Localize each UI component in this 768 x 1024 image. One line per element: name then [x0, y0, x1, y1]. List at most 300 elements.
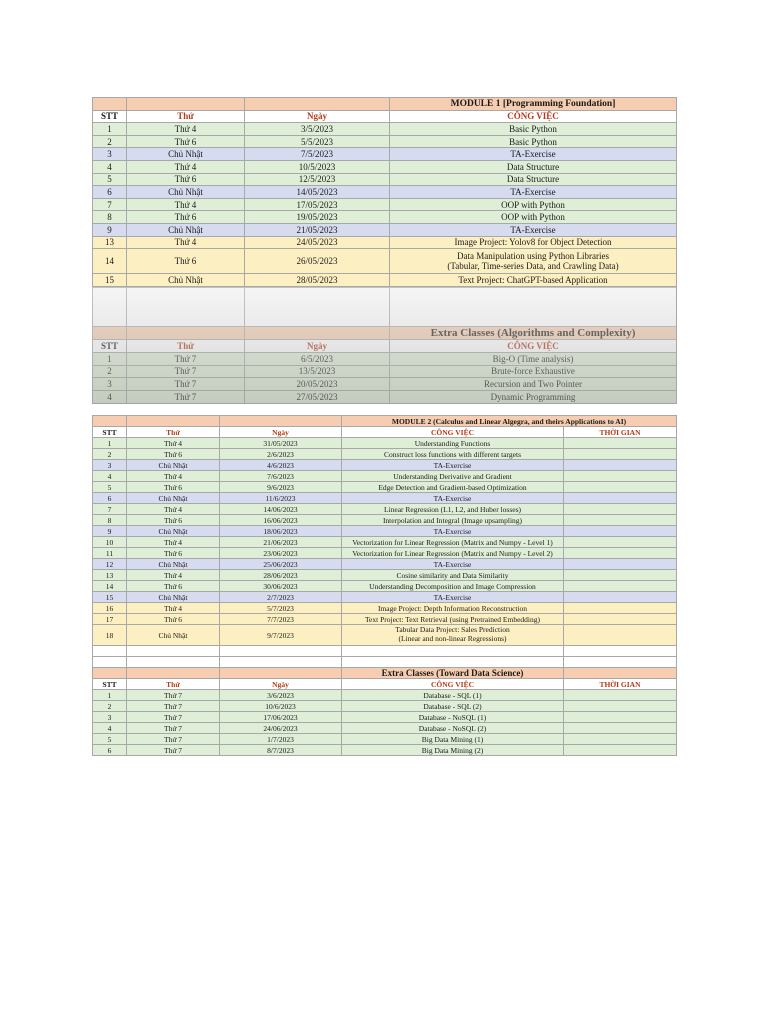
- col-header-stt: STT: [93, 110, 127, 123]
- col-header-stt: STT: [93, 427, 127, 438]
- time-cell: [564, 690, 677, 701]
- col-header-task: CÔNG VIỆC: [390, 340, 677, 353]
- date-cell: 4/6/2023: [220, 460, 342, 471]
- task-text: Data Manipulation using Python Libraries: [457, 250, 609, 261]
- day-cell: Thứ 4: [127, 537, 220, 548]
- task-cell: [342, 449, 564, 460]
- date-cell: 5/5/2023: [245, 135, 390, 148]
- stt-cell: 5: [93, 734, 127, 745]
- task-text: TA-Exercise: [510, 149, 556, 160]
- time-cell: [564, 460, 677, 471]
- task-text: Understanding Functions: [414, 438, 491, 448]
- day-cell: Thứ 7: [127, 352, 245, 365]
- time-cell: [564, 712, 677, 723]
- date-cell: 2/6/2023: [220, 449, 342, 460]
- stt-cell: 3: [93, 712, 127, 723]
- day-cell: Thứ 4: [127, 236, 245, 249]
- time-cell: [564, 559, 677, 570]
- task-text: Text Project: Text Retrieval (using Pretrained Embedding): [364, 614, 541, 624]
- time-cell: [564, 482, 677, 493]
- table-row: [93, 460, 677, 471]
- date-cell: 10/5/2023: [245, 160, 390, 173]
- stt-cell: 15: [93, 274, 127, 287]
- day-cell: Chủ Nhật: [127, 274, 245, 287]
- date-cell: 10/6/2023: [220, 701, 342, 712]
- stt-cell: 3: [93, 378, 127, 391]
- extra1-schedule: [92, 287, 676, 404]
- task-text: Dynamic Programming: [490, 392, 576, 403]
- time-cell: [564, 745, 677, 756]
- date-cell: 5/7/2023: [220, 603, 342, 614]
- extra2-title-row: [93, 668, 677, 679]
- day-cell: Thứ 6: [127, 548, 220, 559]
- task-text: Understanding Decomposition and Image Compression: [369, 581, 536, 591]
- stt-cell: 4: [93, 471, 127, 482]
- task-cell: [390, 186, 677, 199]
- table-row: [93, 249, 677, 274]
- col-header-date: Ngày: [245, 340, 390, 353]
- stt-cell: 16: [93, 603, 127, 614]
- col-header-stt: STT: [93, 340, 127, 353]
- task-text: Big-O (Time analysis): [492, 353, 574, 364]
- day-cell: Thứ 4: [127, 471, 220, 482]
- date-cell: 13/5/2023: [245, 365, 390, 378]
- task-cell: [342, 504, 564, 515]
- time-cell: [564, 504, 677, 515]
- date-cell: 17/06/2023: [220, 712, 342, 723]
- task-cell: [342, 745, 564, 756]
- table-row: [93, 603, 677, 614]
- date-cell: 28/06/2023: [220, 570, 342, 581]
- date-cell: 7/5/2023: [245, 148, 390, 161]
- task-cell: [342, 570, 564, 581]
- date-cell: 19/05/2023: [245, 211, 390, 224]
- stt-cell: 14: [93, 581, 127, 592]
- task-cell: [390, 391, 677, 404]
- day-cell: Thứ 7: [127, 701, 220, 712]
- date-cell: 16/06/2023: [220, 515, 342, 526]
- task-text: Construct loss functions with different targets: [384, 449, 521, 459]
- time-cell: [564, 537, 677, 548]
- time-cell: [564, 734, 677, 745]
- task-cell: [342, 493, 564, 504]
- table-row: [93, 625, 677, 646]
- stt-cell: 11: [93, 548, 127, 559]
- stt-cell: 12: [93, 559, 127, 570]
- task-text: Big Data Mining (2): [421, 745, 484, 755]
- task-text: Database - NoSQL (1): [418, 712, 487, 722]
- day-cell: Thứ 6: [127, 614, 220, 625]
- day-cell: Thứ 6: [127, 173, 245, 186]
- task-cell: [342, 526, 564, 537]
- task-cell: [390, 365, 677, 378]
- stt-cell: 6: [93, 493, 127, 504]
- date-cell: 21/06/2023: [220, 537, 342, 548]
- day-cell: Chủ Nhật: [127, 223, 245, 236]
- date-cell: 7/7/2023: [220, 614, 342, 625]
- table-row: [93, 211, 677, 224]
- stt-cell: 1: [93, 438, 127, 449]
- day-cell: Thứ 7: [127, 690, 220, 701]
- task-text: Big Data Mining (1): [421, 734, 484, 744]
- task-cell: [390, 198, 677, 211]
- col-header-time: THỜI GIAN: [564, 427, 677, 438]
- spacer-row: [93, 646, 677, 657]
- date-cell: 25/06/2023: [220, 559, 342, 570]
- stt-cell: 4: [93, 160, 127, 173]
- time-cell: [564, 625, 677, 646]
- table-row: [93, 548, 677, 559]
- date-cell: 3/6/2023: [220, 690, 342, 701]
- table-row: [93, 537, 677, 548]
- module2-title-row: [93, 416, 677, 427]
- date-cell: 21/05/2023: [245, 223, 390, 236]
- stt-cell: 2: [93, 135, 127, 148]
- task-text: Data Structure: [506, 174, 560, 185]
- day-cell: Chủ Nhật: [127, 526, 220, 537]
- day-cell: Thứ 6: [127, 581, 220, 592]
- task-text: Database - SQL (2): [423, 701, 482, 711]
- task-cell: [342, 701, 564, 712]
- table-row: [93, 745, 677, 756]
- day-cell: Thứ 7: [127, 378, 245, 391]
- table-row: [93, 515, 677, 526]
- table-row: [93, 559, 677, 570]
- extra2-schedule: [92, 667, 676, 756]
- col-header-day: Thứ: [127, 340, 245, 353]
- stt-cell: 14: [93, 249, 127, 274]
- stt-cell: 3: [93, 148, 127, 161]
- table-row: [93, 712, 677, 723]
- time-cell: [564, 614, 677, 625]
- col-header-task: CÔNG VIỆC: [342, 679, 564, 690]
- table-row: [93, 135, 677, 148]
- task-text: Understanding Derivative and Gradient: [393, 471, 512, 481]
- extra1-table: [92, 287, 677, 404]
- table-row: [93, 690, 677, 701]
- day-cell: Thứ 4: [127, 603, 220, 614]
- task-text: TA-Exercise: [433, 493, 472, 503]
- task-text: Basic Python: [509, 123, 557, 134]
- table-row: [93, 186, 677, 199]
- table-row: [93, 734, 677, 745]
- day-cell: Thứ 6: [127, 249, 245, 274]
- date-cell: 31/05/2023: [220, 438, 342, 449]
- module2-schedule: [92, 415, 676, 668]
- task-cell: [342, 581, 564, 592]
- task-cell: [390, 378, 677, 391]
- task-text: Database - NoSQL (2): [418, 723, 487, 733]
- task-cell: [390, 211, 677, 224]
- col-header-date: Ngày: [220, 679, 342, 690]
- table-row: [93, 352, 677, 365]
- extra1-header-row: [93, 340, 677, 353]
- task-text: TA-Exercise: [510, 186, 556, 197]
- day-cell: Thứ 6: [127, 211, 245, 224]
- date-cell: 26/05/2023: [245, 249, 390, 274]
- task-cell: [390, 148, 677, 161]
- date-cell: 9/6/2023: [220, 482, 342, 493]
- date-cell: 30/06/2023: [220, 581, 342, 592]
- day-cell: Chủ Nhật: [127, 592, 220, 603]
- col-header-task: CÔNG VIỆC: [390, 110, 677, 123]
- col-header-day: Thứ: [127, 110, 245, 123]
- spacer-row: [93, 288, 677, 327]
- time-cell: [564, 570, 677, 581]
- module1-schedule: [92, 97, 676, 287]
- task-text: Data Structure: [506, 161, 560, 172]
- task-text: OOP with Python: [501, 199, 565, 210]
- task-text: TA-Exercise: [510, 224, 556, 235]
- time-cell: [564, 581, 677, 592]
- day-cell: Thứ 4: [127, 570, 220, 581]
- stt-cell: 4: [93, 723, 127, 734]
- task-text: Database - SQL (1): [423, 690, 482, 700]
- task-cell: [342, 734, 564, 745]
- stt-cell: 6: [93, 745, 127, 756]
- task-text: Cosine similarity and Data Similarity: [396, 570, 509, 580]
- task-cell: [390, 352, 677, 365]
- table-row: [93, 581, 677, 592]
- task-text-line2: (Linear and non-linear Regressions): [398, 634, 507, 643]
- extra2-title: Extra Classes (Toward Data Science): [342, 668, 564, 679]
- day-cell: Thứ 7: [127, 712, 220, 723]
- date-cell: 18/06/2023: [220, 526, 342, 537]
- time-cell: [564, 471, 677, 482]
- date-cell: 28/05/2023: [245, 274, 390, 287]
- date-cell: 24/05/2023: [245, 236, 390, 249]
- day-cell: Thứ 6: [127, 515, 220, 526]
- stt-cell: 3: [93, 460, 127, 471]
- table-row: [93, 504, 677, 515]
- time-cell: [564, 493, 677, 504]
- stt-cell: 10: [93, 537, 127, 548]
- task-cell: [342, 614, 564, 625]
- time-cell: [564, 548, 677, 559]
- task-cell: [342, 723, 564, 734]
- col-header-day: Thứ: [127, 679, 220, 690]
- day-cell: Chủ Nhật: [127, 493, 220, 504]
- time-cell: [564, 701, 677, 712]
- task-text: Interpolation and Integral (Image upsampling): [382, 515, 523, 525]
- extra2-table: [92, 667, 677, 756]
- task-text: OOP with Python: [501, 212, 565, 223]
- date-cell: 2/7/2023: [220, 592, 342, 603]
- stt-cell: 13: [93, 570, 127, 581]
- col-header-stt: STT: [93, 679, 127, 690]
- date-cell: 1/7/2023: [220, 734, 342, 745]
- table-row: [93, 592, 677, 603]
- stt-cell: 8: [93, 211, 127, 224]
- day-cell: Thứ 7: [127, 723, 220, 734]
- stt-cell: 18: [93, 625, 127, 646]
- col-header-day: Thứ: [127, 427, 220, 438]
- date-cell: 3/5/2023: [245, 123, 390, 136]
- day-cell: Thứ 4: [127, 198, 245, 211]
- date-cell: 7/6/2023: [220, 471, 342, 482]
- module2-table: [92, 415, 677, 668]
- stt-cell: 9: [93, 223, 127, 236]
- module1-title: MODULE 1 [Programming Foundation]: [390, 98, 677, 111]
- day-cell: Thứ 7: [127, 734, 220, 745]
- table-row: [93, 493, 677, 504]
- task-text: Basic Python: [509, 136, 557, 147]
- date-cell: 12/5/2023: [245, 173, 390, 186]
- table-row: [93, 223, 677, 236]
- stt-cell: 7: [93, 504, 127, 515]
- day-cell: Chủ Nhật: [127, 148, 245, 161]
- stt-cell: 15: [93, 592, 127, 603]
- time-cell: [564, 526, 677, 537]
- task-cell: [342, 515, 564, 526]
- task-cell: [390, 223, 677, 236]
- stt-cell: 2: [93, 449, 127, 460]
- day-cell: Thứ 7: [127, 365, 245, 378]
- task-cell: [390, 236, 677, 249]
- table-row: [93, 123, 677, 136]
- time-cell: [564, 515, 677, 526]
- table-row: [93, 236, 677, 249]
- col-header-task: CÔNG VIỆC: [342, 427, 564, 438]
- extra1-title: Extra Classes (Algorithms and Complexity): [390, 327, 677, 340]
- table-row: [93, 701, 677, 712]
- day-cell: Chủ Nhật: [127, 186, 245, 199]
- stt-cell: 2: [93, 365, 127, 378]
- col-header-date: Ngày: [245, 110, 390, 123]
- task-cell: [390, 135, 677, 148]
- task-cell: [342, 559, 564, 570]
- task-cell: [390, 173, 677, 186]
- task-cell: [390, 160, 677, 173]
- task-text: Text Project: ChatGPT-based Application: [458, 274, 608, 285]
- day-cell: Thứ 7: [127, 391, 245, 404]
- task-cell: [342, 548, 564, 559]
- module1-title-row: [93, 98, 677, 111]
- day-cell: Thứ 6: [127, 449, 220, 460]
- module2-header-row: [93, 427, 677, 438]
- col-header-time: THỜI GIAN: [564, 679, 677, 690]
- date-cell: 11/6/2023: [220, 493, 342, 504]
- task-cell: [342, 537, 564, 548]
- task-cell: [342, 712, 564, 723]
- table-row: [93, 148, 677, 161]
- task-text: Vectorization for Linear Regression (Matrix and Numpy - Level 2): [352, 548, 553, 558]
- task-cell: [342, 438, 564, 449]
- date-cell: 14/05/2023: [245, 186, 390, 199]
- stt-cell: 9: [93, 526, 127, 537]
- day-cell: Chủ Nhật: [127, 559, 220, 570]
- task-text: Linear Regression (L1, L2, and Huber losses): [383, 504, 522, 514]
- date-cell: 23/06/2023: [220, 548, 342, 559]
- task-cell: [342, 482, 564, 493]
- table-row: [93, 198, 677, 211]
- module2-title: MODULE 2 (Calculus and Linear Algegra, and theirs Applications to AI): [342, 416, 677, 427]
- task-cell: [342, 625, 564, 646]
- time-cell: [564, 603, 677, 614]
- stt-cell: 1: [93, 690, 127, 701]
- day-cell: Thứ 6: [127, 482, 220, 493]
- day-cell: Thứ 4: [127, 123, 245, 136]
- module1-header-row: [93, 110, 677, 123]
- task-cell: [342, 460, 564, 471]
- stt-cell: 17: [93, 614, 127, 625]
- task-text: TA-Exercise: [433, 592, 472, 602]
- stt-cell: 1: [93, 352, 127, 365]
- date-cell: 20/05/2023: [245, 378, 390, 391]
- extra2-header-row: [93, 679, 677, 690]
- module1-table: [92, 97, 677, 287]
- stt-cell: 4: [93, 391, 127, 404]
- task-cell: [342, 690, 564, 701]
- task-text: Edge Detection and Gradient-based Optimization: [378, 482, 527, 492]
- stt-cell: 8: [93, 515, 127, 526]
- table-row: [93, 378, 677, 391]
- time-cell: [564, 449, 677, 460]
- task-cell: [342, 603, 564, 614]
- task-cell: [342, 471, 564, 482]
- day-cell: Thứ 4: [127, 438, 220, 449]
- table-row: [93, 482, 677, 493]
- table-row: [93, 723, 677, 734]
- table-row: [93, 160, 677, 173]
- stt-cell: 5: [93, 173, 127, 186]
- table-row: [93, 526, 677, 537]
- table-row: [93, 449, 677, 460]
- task-text-line2: (Tabular, Time-series Data, and Crawling Data): [447, 261, 619, 272]
- task-text: Vectorization for Linear Regression (Matrix and Numpy - Level 1): [352, 537, 553, 547]
- task-text: Tabular Data Project: Sales Prediction: [395, 625, 510, 635]
- task-text: Image Project: Yolov8 for Object Detection: [454, 237, 612, 248]
- table-row: [93, 570, 677, 581]
- date-cell: 17/05/2023: [245, 198, 390, 211]
- time-cell: [564, 723, 677, 734]
- task-text: Brute-force Exhaustive: [491, 366, 575, 377]
- date-cell: 8/7/2023: [220, 745, 342, 756]
- extra1-title-row: [93, 327, 677, 340]
- stt-cell: 5: [93, 482, 127, 493]
- task-text: TA-Exercise: [433, 460, 472, 470]
- task-cell: [342, 592, 564, 603]
- date-cell: 24/06/2023: [220, 723, 342, 734]
- stt-cell: 6: [93, 186, 127, 199]
- date-cell: 6/5/2023: [245, 352, 390, 365]
- day-cell: Thứ 6: [127, 135, 245, 148]
- col-header-date: Ngày: [220, 427, 342, 438]
- day-cell: Chủ Nhật: [127, 625, 220, 646]
- time-cell: [564, 592, 677, 603]
- stt-cell: 2: [93, 701, 127, 712]
- time-cell: [564, 438, 677, 449]
- task-text: Image Project: Depth Information Reconstruction: [377, 603, 528, 613]
- table-row: [93, 173, 677, 186]
- task-cell: [390, 274, 677, 287]
- table-row: [93, 614, 677, 625]
- day-cell: Thứ 7: [127, 745, 220, 756]
- table-row: [93, 438, 677, 449]
- stt-cell: 13: [93, 236, 127, 249]
- date-cell: 9/7/2023: [220, 625, 342, 646]
- stt-cell: 1: [93, 123, 127, 136]
- table-row: [93, 274, 677, 287]
- day-cell: Chủ Nhật: [127, 460, 220, 471]
- task-cell: [390, 123, 677, 136]
- table-row: [93, 365, 677, 378]
- table-row: [93, 471, 677, 482]
- task-text: TA-Exercise: [433, 526, 472, 536]
- stt-cell: 7: [93, 198, 127, 211]
- task-cell: [390, 249, 677, 274]
- date-cell: 14/06/2023: [220, 504, 342, 515]
